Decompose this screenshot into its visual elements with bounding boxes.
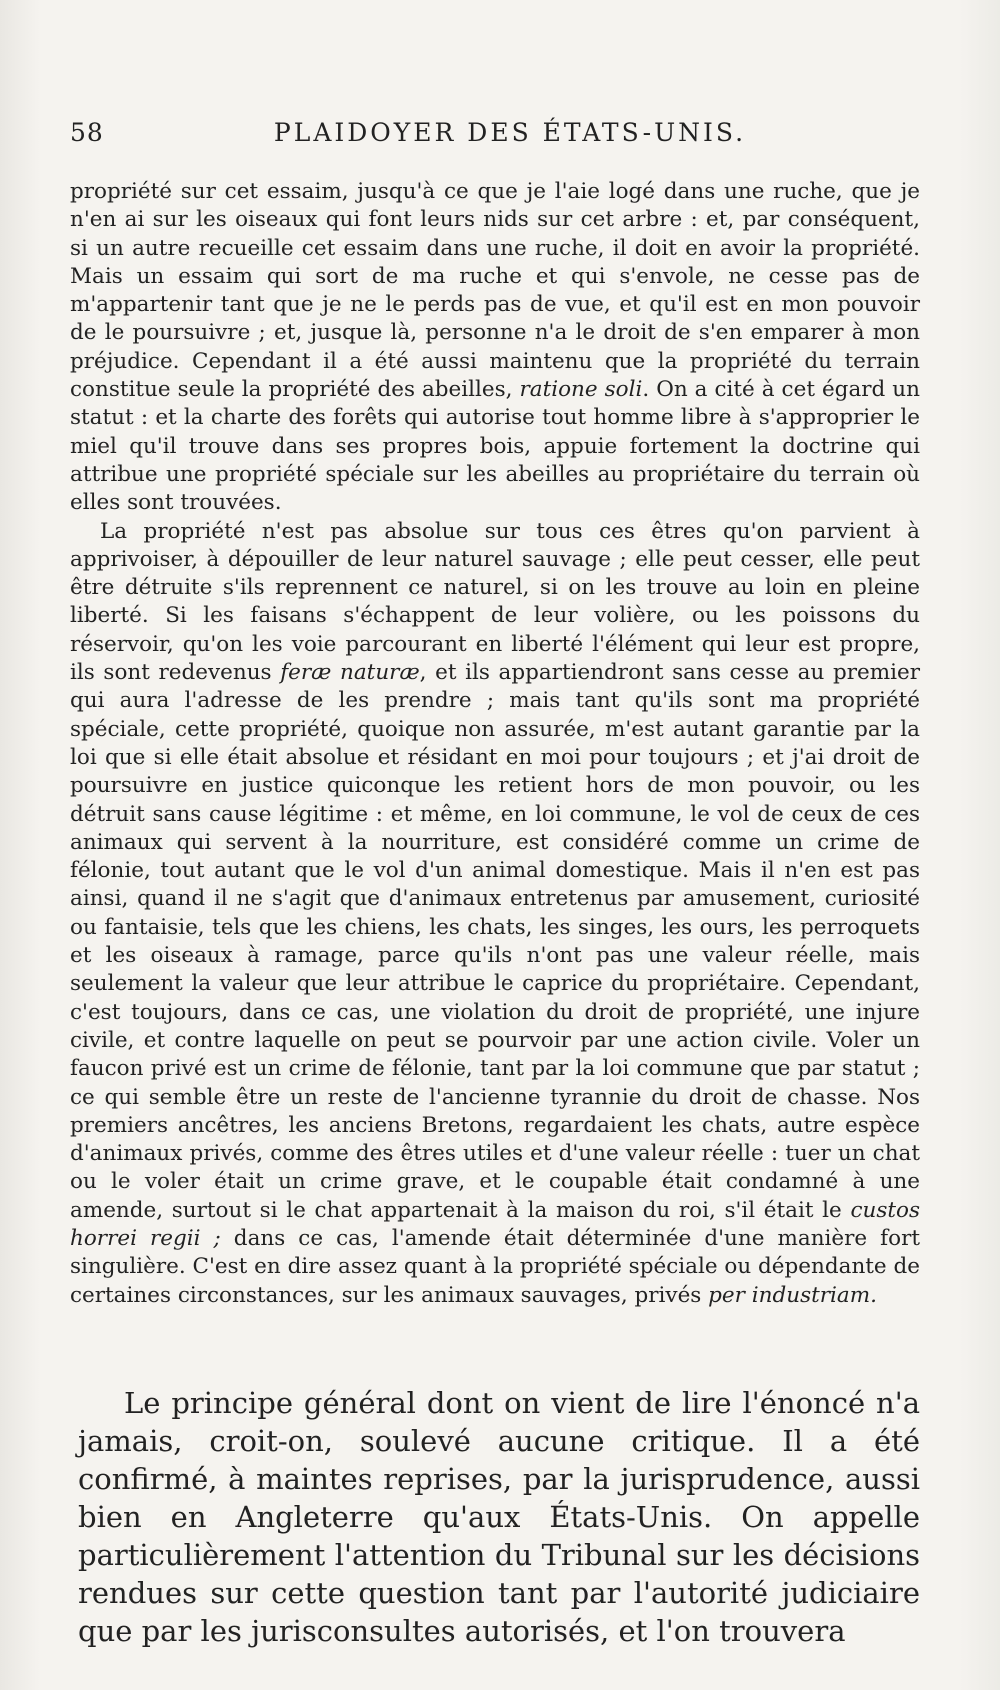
italic-phrase: ratione soli — [519, 377, 643, 403]
running-title: PLAIDOYER DES ÉTATS-UNIS. — [273, 118, 747, 147]
text-run: propriété sur cet essaim, jusqu'à ce que je l'aie logé dans une ruche, que je n'en ai sur les oiseaux qui font leurs nids sur cet arbre : et, par conséquent, si un autre recueille cet essaim dans une ruche, il doit en avoir la propriété. Mais un essaim qui sort de ma ruche et qui s'envole, ne cesse pas de m'appartenir tant que je ne le perds pas de vue, et qu'il est en mon pouvoir de le poursuivre ; et, jusque là, personne n'a le droit de s'en emparer à mon préjudice. Cependant il a été aussi maintenu que la propriété du terrain constitue seule la propriété des abeilles, — [70, 179, 920, 403]
body-text — [78, 1384, 920, 1650]
page-number: 58 — [70, 118, 104, 147]
text-run: La propriété n'est pas absolue sur tous ces êtres qu'on parvient à apprivoiser, à dépouiller de leur naturel sauvage ; elle peut cesser, elle peut être détruite s'ils reprennent ce naturel, si on les trouve au loin en pleine liberté. Si les faisans s'échappent de leur volière, ou les poissons du réservoir, qu'on les voie parcourant en liberté l'élément qui leur est propre, ils sont redevenus — [70, 518, 920, 686]
text-run: dans ce cas, l'amende était déterminée d'une manière fort singulière. C'est en dire assez quant à la propriété spéciale ou dépendante de certaines circonstances, sur les animaux sauvages, privés — [70, 1225, 921, 1308]
italic-phrase: per industriam. — [708, 1282, 877, 1308]
page-header — [70, 118, 950, 158]
body-paragraph: Le principe général dont on vient de lire l'énoncé n'a jamais, croit-on, soulevé aucune critique. Il a été confirmé, à maintes reprises, par la jurisprudence, aussi bien en Angleterre qu'aux États-Unis. On appelle particulièrement l'attention du Tribunal sur les décisions rendues sur cette question tant par l'autorité judiciaire que par les jurisconsultes autorisés, et l'on trouvera — [78, 1386, 920, 1648]
italic-phrase: custos horrei regii ; — [70, 1197, 920, 1251]
italic-phrase: feræ naturæ — [280, 660, 420, 686]
quote-paragraph-1 — [70, 178, 920, 518]
quoted-passage — [70, 178, 920, 1310]
text-run: , et ils appartiendront sans cesse au premier qui aura l'adresse de les prendre ; mais tant qu'ils sont ma propriété spéciale, cette propriété, quoique non assurée, m'est autant garantie par la loi que si elle était absolue et résidant en moi pour toujours ; et j'ai droit de poursuivre en justice quiconque les retient hors de mon pouvoir, ou les détruit sans cause légitime : et même, en loi commune, le vol de ceux de ces animaux qui servent à la nourriture, est considéré comme un crime de félonie, tout autant que le vol d'un animal domestique. Mais il n'en est pas ainsi, quand il ne s'agit que d'animaux entretenus par amusement, curiosité ou fantaisie, tels que les chiens, les chats, les singes, les ours, les perroquets et les oiseaux à ramage, parce qu'ils n'ont pas une valeur réelle, mais seulement la valeur que leur attribue le caprice du propriétaire. Cependant, c'est toujours, dans ce cas, une violation du droit de propriété, une injure civile, et contre laquelle on peut se pourvoir par une action civile. Voler un faucon privé est un crime de félonie, tant par la loi commune que par statut ; ce qui semble être un reste de l'ancienne tyrannie du droit de chasse. Nos premiers ancêtres, les anciens Bretons, regardaient les chats, autre espèce d'animaux privés, comme des êtres utiles et d'une valeur réelle : tuer un chat ou le voler était un crime grave, et le coupable était condamné à une amende, surtout si le chat appartenait à la maison du roi, s'il était le — [70, 660, 920, 1223]
quote-paragraph-2 — [70, 518, 920, 1310]
text-run: . On a cité à cet égard un statut : et la charte des forêts qui autorise tout homme libre à s'approprier le miel qu'il trouve dans ses propres bois, appuie fortement la doctrine qui attribue une propriété spéciale sur les abeilles au propriétaire du terrain où elles sont trouvées. — [70, 377, 920, 516]
